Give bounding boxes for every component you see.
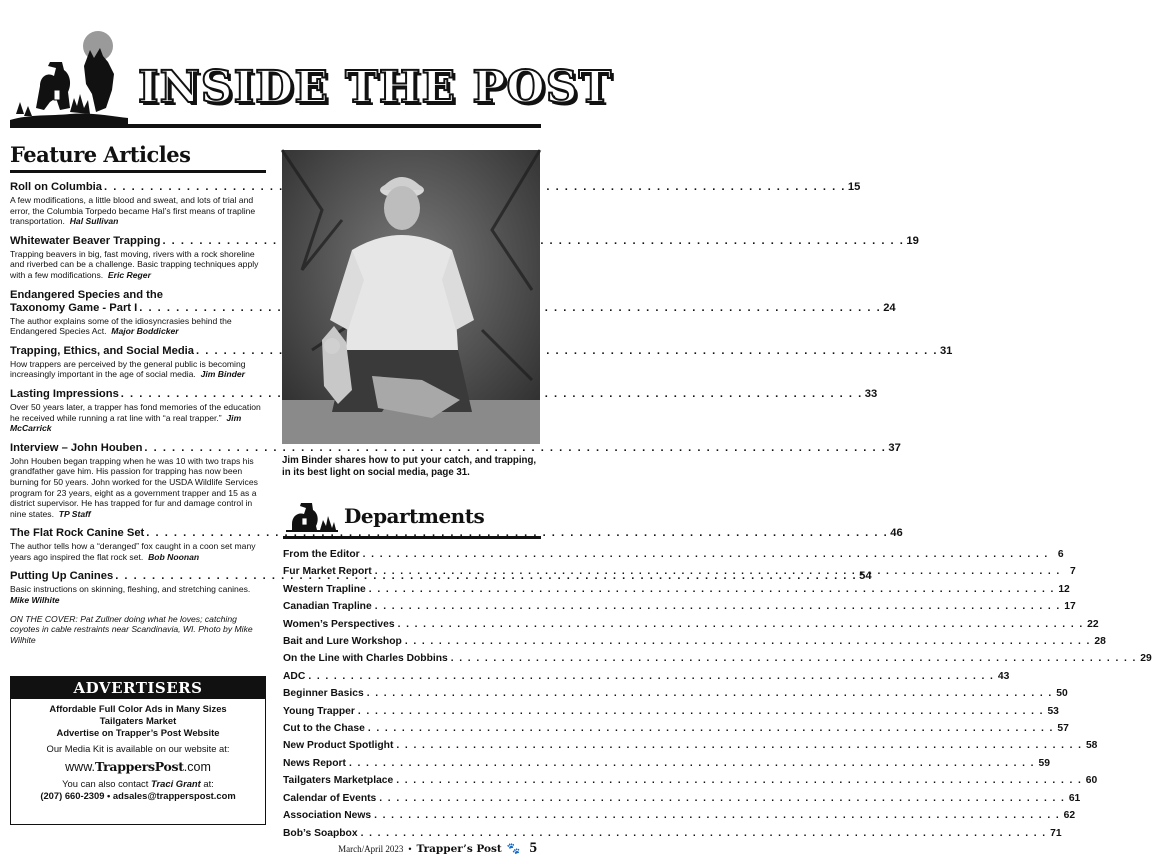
article-entry[interactable] [10,344,953,380]
photo-caption: Jim Binder shares how to put your catch, and trapping, in its best light on social media, page 31. [282,455,537,478]
page-footer [338,840,537,857]
article-entry[interactable] [10,387,878,434]
leader-dots [396,737,1082,754]
article-title: The Flat Rock Canine Set [10,527,145,540]
contact-phone-email[interactable]: (207) 660-2309 • adsales@trapperspost.com [40,790,236,801]
article-author: Major Boddicker [111,326,179,337]
contact-line [11,778,265,790]
section-title-departments: Departments [344,504,485,528]
department-row[interactable] [283,650,1152,667]
advertisers-line: Affordable Full Color Ads in Many Sizes [49,703,227,714]
department-page: 53 [1047,705,1059,717]
department-page: 59 [1038,757,1050,769]
department-page: 6 [1057,549,1064,560]
leader-dots [363,546,1049,563]
article-title: Trapping, Ethics, and Social Media [10,344,195,357]
article-desc: John Houben began trapping when he was 10 with two traps his grandfather gave him. His passion for trapping has now been burning for 50 years. John worked for the USDA Wildlife Services program for 23 years, eight as a government trapper and 15 as a district supervisor. He has trapped for fur and damage control in nine states. [10,455,258,519]
article-author: Jim McCarrick [10,412,242,434]
magazine-name: Trapper’s Post [416,843,502,855]
department-title: Calendar of Events [283,792,377,804]
departments-header [286,496,546,536]
department-row[interactable] [283,685,1068,702]
department-page: 43 [997,670,1010,682]
article-entry[interactable] [10,181,861,227]
department-page: 61 [1068,792,1081,804]
photo-illustration [282,150,540,444]
department-page: 57 [1057,723,1069,735]
department-row[interactable] [283,703,1059,720]
department-page: 71 [1050,827,1062,839]
department-title: New Product Spotlight [283,740,394,752]
article-title: Putting Up Canines [10,570,114,583]
website-brand: TrappersPost [95,759,184,774]
article-desc: Over 50 years later, a trapper has fond memories of the education he received while running a rat line with “a real trapper.” [10,401,261,423]
article-page: 54 [859,570,872,583]
department-row[interactable] [283,772,1098,789]
department-page: 50 [1056,688,1068,700]
department-title: Western Trapline [283,583,366,595]
leader-dots [368,720,1054,737]
section-title-features: Feature Articles [10,142,191,167]
article-entry[interactable] [10,234,919,281]
website-prefix: www. [65,760,96,774]
department-row[interactable] [283,598,1076,615]
article-page: 15 [847,181,861,193]
advertisers-line: Tailgaters Market [99,715,177,726]
department-title: Association News [283,810,372,822]
article-page: 24 [883,301,896,314]
article-page: 33 [864,387,878,400]
department-row[interactable] [283,790,1081,807]
department-title: ADC [283,670,306,682]
article-page: 46 [890,527,903,540]
article-desc: The author tells how a “deranged” fox caught in a coon set many years ago inspired the flat rock set. [10,541,256,562]
leader-dots [451,650,1137,667]
article-author: Bob Noonan [148,551,200,562]
department-title: Young Trapper [283,705,355,717]
leader-dots [367,685,1053,702]
contact-name: Traci Grant [150,778,201,789]
department-page: 7 [1069,566,1076,578]
department-title: Tailgaters Marketplace [283,775,394,787]
leader-dots [358,703,1044,720]
article-title: Taxonomy Game - Part I [10,301,138,314]
website-suffix: .com [183,760,211,774]
howling-wolf-campfire-icon [10,28,128,126]
leader-dots [369,581,1055,598]
department-title: Bob’s Soapbox [283,827,358,839]
article-desc: Basic instructions on skinning, fleshing, and stretching canines. [10,584,251,595]
cover-note: ON THE COVER: Pat Zullner doing what he loves; catching coyotes in cable restraints near Scandinavia, WI. Photo by Mike Wilhite [10,613,253,645]
issue-date: March/April 2023 [338,844,404,854]
article-page: 37 [888,441,901,454]
department-title: Bait and Lure Workshop [283,636,402,648]
department-page: 17 [1064,601,1076,613]
article-title: Whitewater Beaver Trapping [10,234,161,247]
header-rule [10,124,541,128]
leader-dots [374,807,1060,824]
advertisers-line: Advertise on Trapper’s Post Website [56,727,220,738]
footer-separator: • [408,844,412,854]
department-page: 12 [1058,583,1070,595]
page-header [10,28,613,128]
article-title: Interview – John Houben [10,441,143,454]
department-title: Fur Market Report [283,566,372,578]
department-row[interactable] [283,633,1106,650]
page-number: 5 [529,840,537,856]
article-author: Mike Wilhite [10,595,60,606]
leader-dots [396,772,1082,789]
contact-pre: You can also contact [62,778,151,789]
article-desc: How trappers are perceived by the general public is becoming increasingly important in the age of social media. [10,358,246,380]
leader-dots [349,755,1035,772]
article-title: Lasting Impressions [10,387,119,400]
advertisers-box [10,676,266,825]
trapper-photo [282,150,540,444]
article-author: TP Staff [58,508,91,519]
department-page: 29 [1140,653,1152,665]
article-entry[interactable] [10,288,896,337]
article-desc: Trapping beavers in big, fast moving, rivers with a rock shoreline and riverbed can be a challenge. Basic trapping techniques apply with a few modifications. [10,248,259,280]
leader-dots [379,790,1065,807]
department-title: On the Line with Charles Dobbins [283,653,448,665]
article-author: Hal Sullivan [69,216,119,227]
department-title: News Report [283,757,346,769]
website-link[interactable] [11,758,265,776]
department-page: 28 [1094,636,1106,648]
article-page: 31 [939,344,953,357]
department-row[interactable] [283,807,1076,824]
article-title: Roll on Columbia [10,181,102,193]
contact-post: at: [200,778,214,789]
leader-dots [405,633,1091,650]
department-title: Canadian Trapline [283,601,372,613]
advertisers-heading: ADVERTISERS [11,677,265,699]
department-row[interactable] [283,668,1010,685]
article-desc: The author explains some of the idiosyncrasies behind the Endangered Species Act. [10,315,232,337]
leader-dots [375,598,1061,615]
leader-dots [398,616,1084,633]
department-page: 22 [1087,618,1099,630]
department-row[interactable] [283,737,1098,754]
trapper-campfire-icon [286,498,338,532]
article-author: Jim Binder [200,369,246,380]
department-row[interactable] [283,720,1069,737]
department-row[interactable] [283,581,1070,598]
department-row[interactable] [283,755,1050,772]
masthead-title: INSIDE THE POST [138,62,613,113]
department-page: 58 [1085,740,1098,752]
article-page: 19 [906,234,919,247]
department-title: Women’s Perspectives [283,618,395,630]
department-title: Beginner Basics [283,688,364,700]
department-row[interactable] [283,616,1099,633]
article-author: Eric Reger [107,269,151,280]
article-desc: A few modifications, a little blood and sweat, and lots of trial and error, the Columbia Torpedo became Hal’s first means of trapline transportation. [10,195,256,227]
paw-print-icon: 🐾 [506,843,521,855]
department-row[interactable] [283,546,1064,563]
department-title: Cut to the Chase [283,723,365,735]
leader-dots [375,563,1061,580]
department-page: 60 [1085,775,1098,787]
article-title-line1: Endangered Species and the [10,288,163,301]
section-rule [283,536,541,539]
media-kit-note: Our Media Kit is available on our website at: [46,743,230,754]
department-page: 62 [1063,810,1076,822]
department-title: From the Editor [283,549,360,560]
leader-dots [308,668,994,685]
section-rule [10,170,266,173]
